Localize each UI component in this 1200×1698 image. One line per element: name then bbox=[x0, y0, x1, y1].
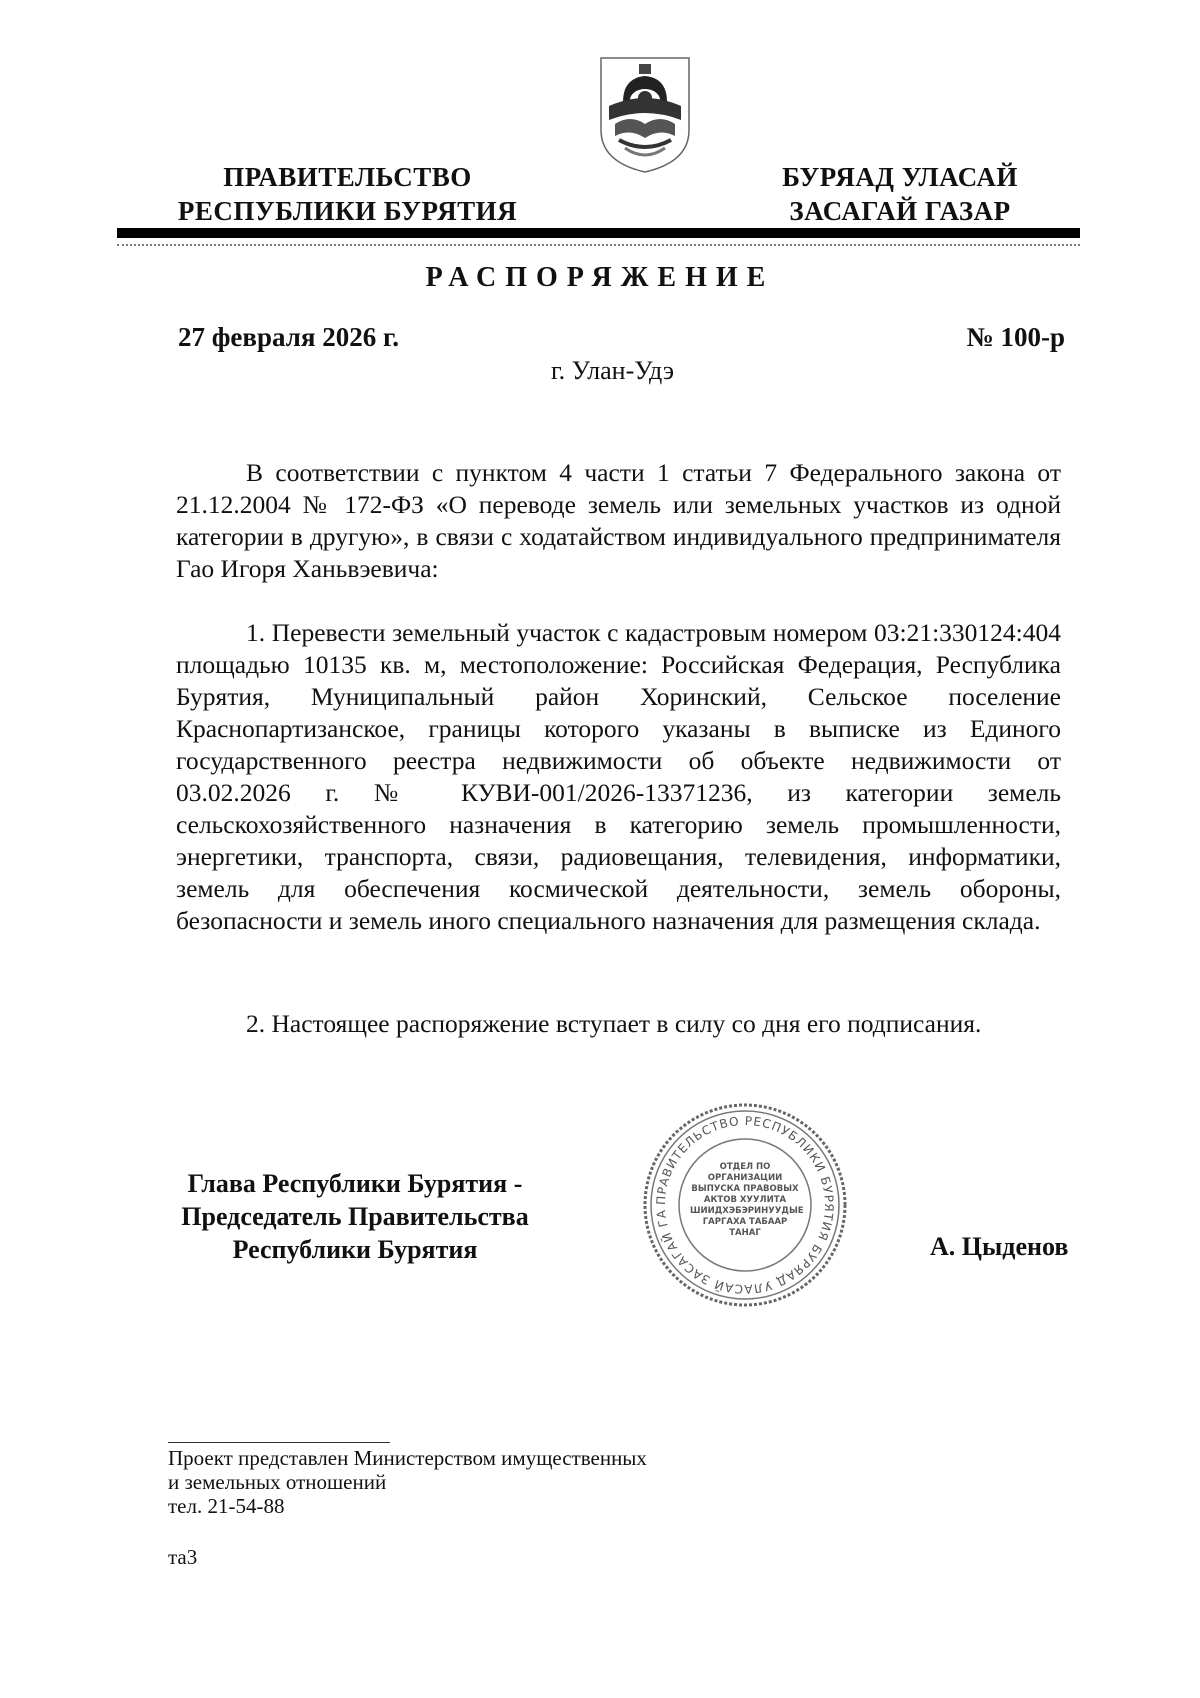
item1-text: 1. Перевести земельный участок с кадастровым номером 03:21:330124:404 площадью 10135 кв. м, местоположение: Российская Федерация, Республика Бурятия, Муниципальный район Хоринский, Сельское поселение Краснопартизанское, границы которого указаны в выписке из Единого государственного реестра недвижимости об объекте недвижимости от 03.02.2026 г. № КУВИ-001/2026-13371236, из категории земель сельскохозяйственного назначения в категорию земель промышленности, энергетики, транспорта, связи, радиовещания, телевидения, информатики, земель для обеспечения космической деятельности, земель обороны, безопасности и земель иного специального назначения для размещения склада. bbox=[176, 618, 1061, 935]
footer-note bbox=[168, 1446, 647, 1518]
document-type: РАСПОРЯЖЕНИЕ bbox=[425, 262, 775, 293]
footer-note-line1: Проект представлен Министерством имущественных bbox=[168, 1446, 647, 1470]
header-rule-thin bbox=[117, 244, 1080, 246]
footer-note-line2: и земельных отношений bbox=[168, 1470, 387, 1494]
signatory-title-line1: Глава Республики Бурятия - bbox=[187, 1169, 523, 1198]
signatory-title-line2: Председатель Правительства bbox=[181, 1202, 529, 1231]
body-item-1 bbox=[176, 617, 1061, 937]
document-city: г. Улан-Удэ bbox=[550, 356, 675, 385]
header-rule-thick bbox=[117, 228, 1080, 238]
footer-initials: та3 bbox=[168, 1545, 198, 1569]
seal-center-text: ОТДЕЛ ПО ОРГАНИЗАЦИИ ВЫПУСКА ПРАВОВЫХ АКТОВ ХУУЛИТА ШИИДХЭБЭРИНУУДЫЕ ГАРГАХА ТАБААР ТАНАГ bbox=[690, 1162, 804, 1238]
body-item-2 bbox=[176, 1008, 1061, 1040]
header-right-line2: ЗАСАГАЙ ГАЗАР bbox=[789, 196, 1011, 226]
signatory-title bbox=[150, 1167, 560, 1266]
header-right-line1: БУРЯАД УЛАСАЙ bbox=[782, 162, 1018, 192]
footer-rule bbox=[168, 1442, 390, 1443]
official-seal-icon bbox=[640, 1100, 850, 1310]
signatory-title-line3: Республики Бурятия bbox=[232, 1235, 478, 1264]
header-right bbox=[760, 160, 1040, 228]
footer-phone: тел. 21-54-88 bbox=[168, 1494, 285, 1518]
signatory-name: А. Цыденов bbox=[930, 1232, 1069, 1261]
header-left-line1: ПРАВИТЕЛЬСТВО bbox=[223, 162, 472, 192]
item2-text: 2. Настоящее распоряжение вступает в силу со дня его подписания. bbox=[246, 1009, 982, 1038]
document-date: 27 февраля 2026 г. bbox=[178, 322, 399, 352]
header-left-line2: РЕСПУБЛИКИ БУРЯТИЯ bbox=[177, 196, 518, 226]
document-number: № 100-р bbox=[966, 322, 1065, 352]
body-preamble bbox=[176, 457, 1061, 585]
coat-of-arms-icon bbox=[595, 50, 695, 175]
header-left bbox=[150, 160, 545, 228]
preamble-text: В соответствии с пунктом 4 части 1 статьи 7 Федерального закона от 21.12.2004 № 172-ФЗ «О переводе земель или земельных участков из одной категории в другую», в связи с ходатайством индивидуального предпринимателя Гао Игоря Ханьвэевича: bbox=[176, 458, 1061, 583]
seal-ring-text: ПРАВИТЕЛЬСТВО РЕСПУБЛИКИ БУРЯТИЯ БУРЯАД УЛАСАЙ ЗАСАГАЙ ГА bbox=[653, 1113, 837, 1297]
